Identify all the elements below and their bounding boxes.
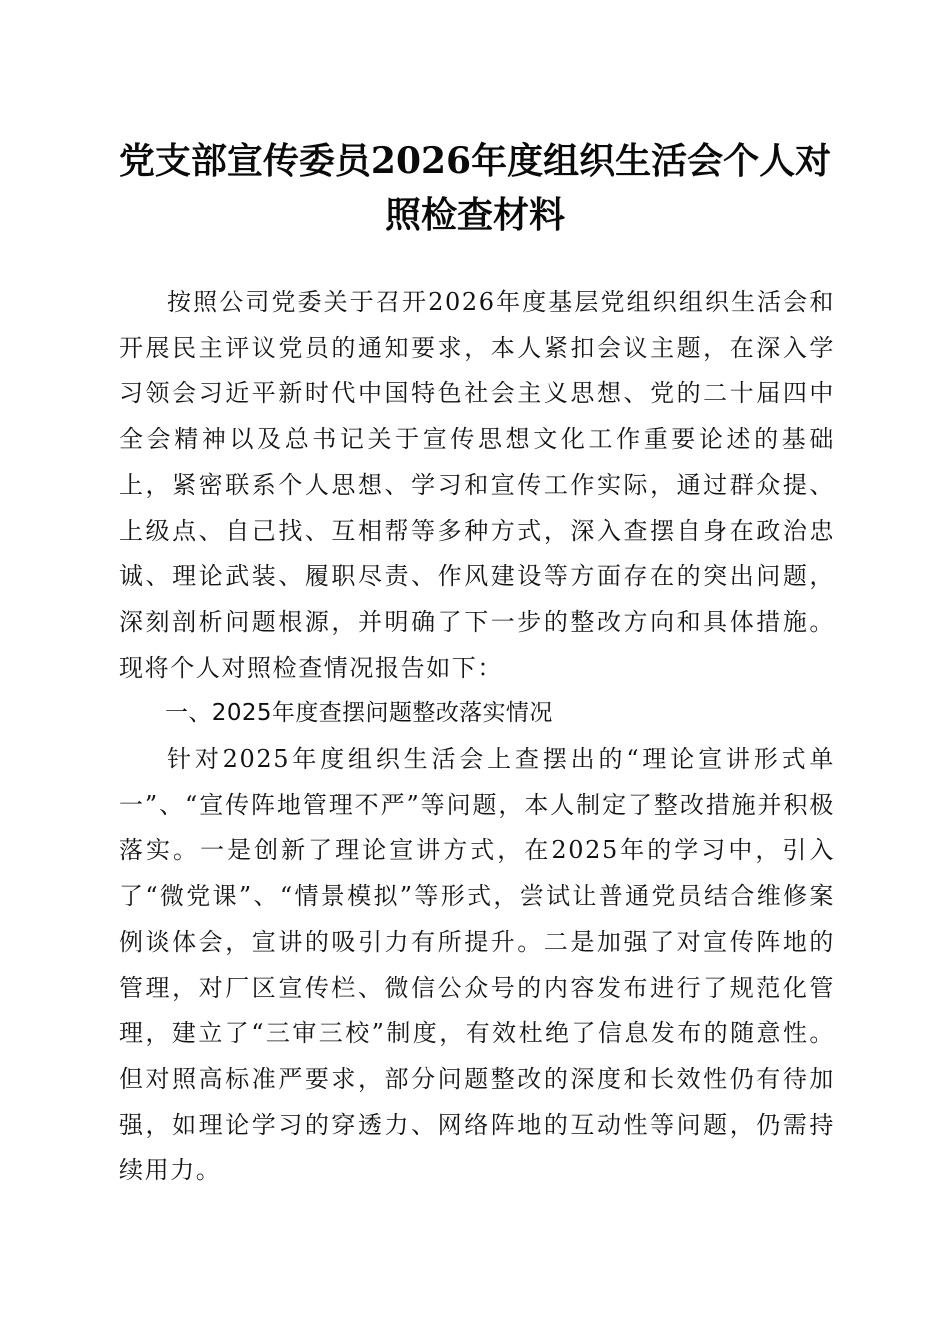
section-1-paragraph: 针对2025年度组织生活会上查摆出的“理论宣讲形式单一”、“宣传阵地管理不严”等问题，本人制定了整改措施并积极落实。一是创新了理论宣讲方式，在2025年的学习中，引入了“微党课”、“情景模拟”等形式，尝试让普通党员结合维修案例谈体会，宣讲的吸引力有所提升。二是加强了对宣传阵地的管理，对厂区宣传栏、微信公众号的内容发布进行了规范化管理，建立了“三审三校”制度，有效杜绝了信息发布的随意性。但对照高标准严要求，部分问题整改的深度和长效性仍有待加强，如理论学习的穿透力、网络阵地的互动性等问题，仍需持续用力。: [119, 745, 835, 1185]
document-body: [119, 280, 835, 1194]
intro-paragraph: 按照公司党委关于召开2026年度基层党组织组织生活会和开展民主评议党员的通知要求，本人紧扣会议主题，在深入学习领会习近平新时代中国特色社会主义思想、党的二十届四中全会精神以及总书记关于宣传思想文化工作重要论述的基础上，紧密联系个人思想、学习和宣传工作实际，通过群众提、上级点、自己找、互相帮等多种方式，深入查摆自身在政治忠诚、理论武装、履职尽责、作风建设等方面存在的突出问题，深刻剖析问题根源，并明确了下一步的整改方向和具体措施。现将个人对照检查情况报告如下：: [119, 288, 835, 682]
title-line-2: 照检查材料: [384, 194, 565, 236]
section-1-heading: 一、2025年度查摆问题整改落实情况: [165, 700, 553, 727]
title-line-1: 党支部宣传委员2026年度组织生活会个人对: [118, 140, 832, 182]
document-title: [100, 134, 850, 242]
